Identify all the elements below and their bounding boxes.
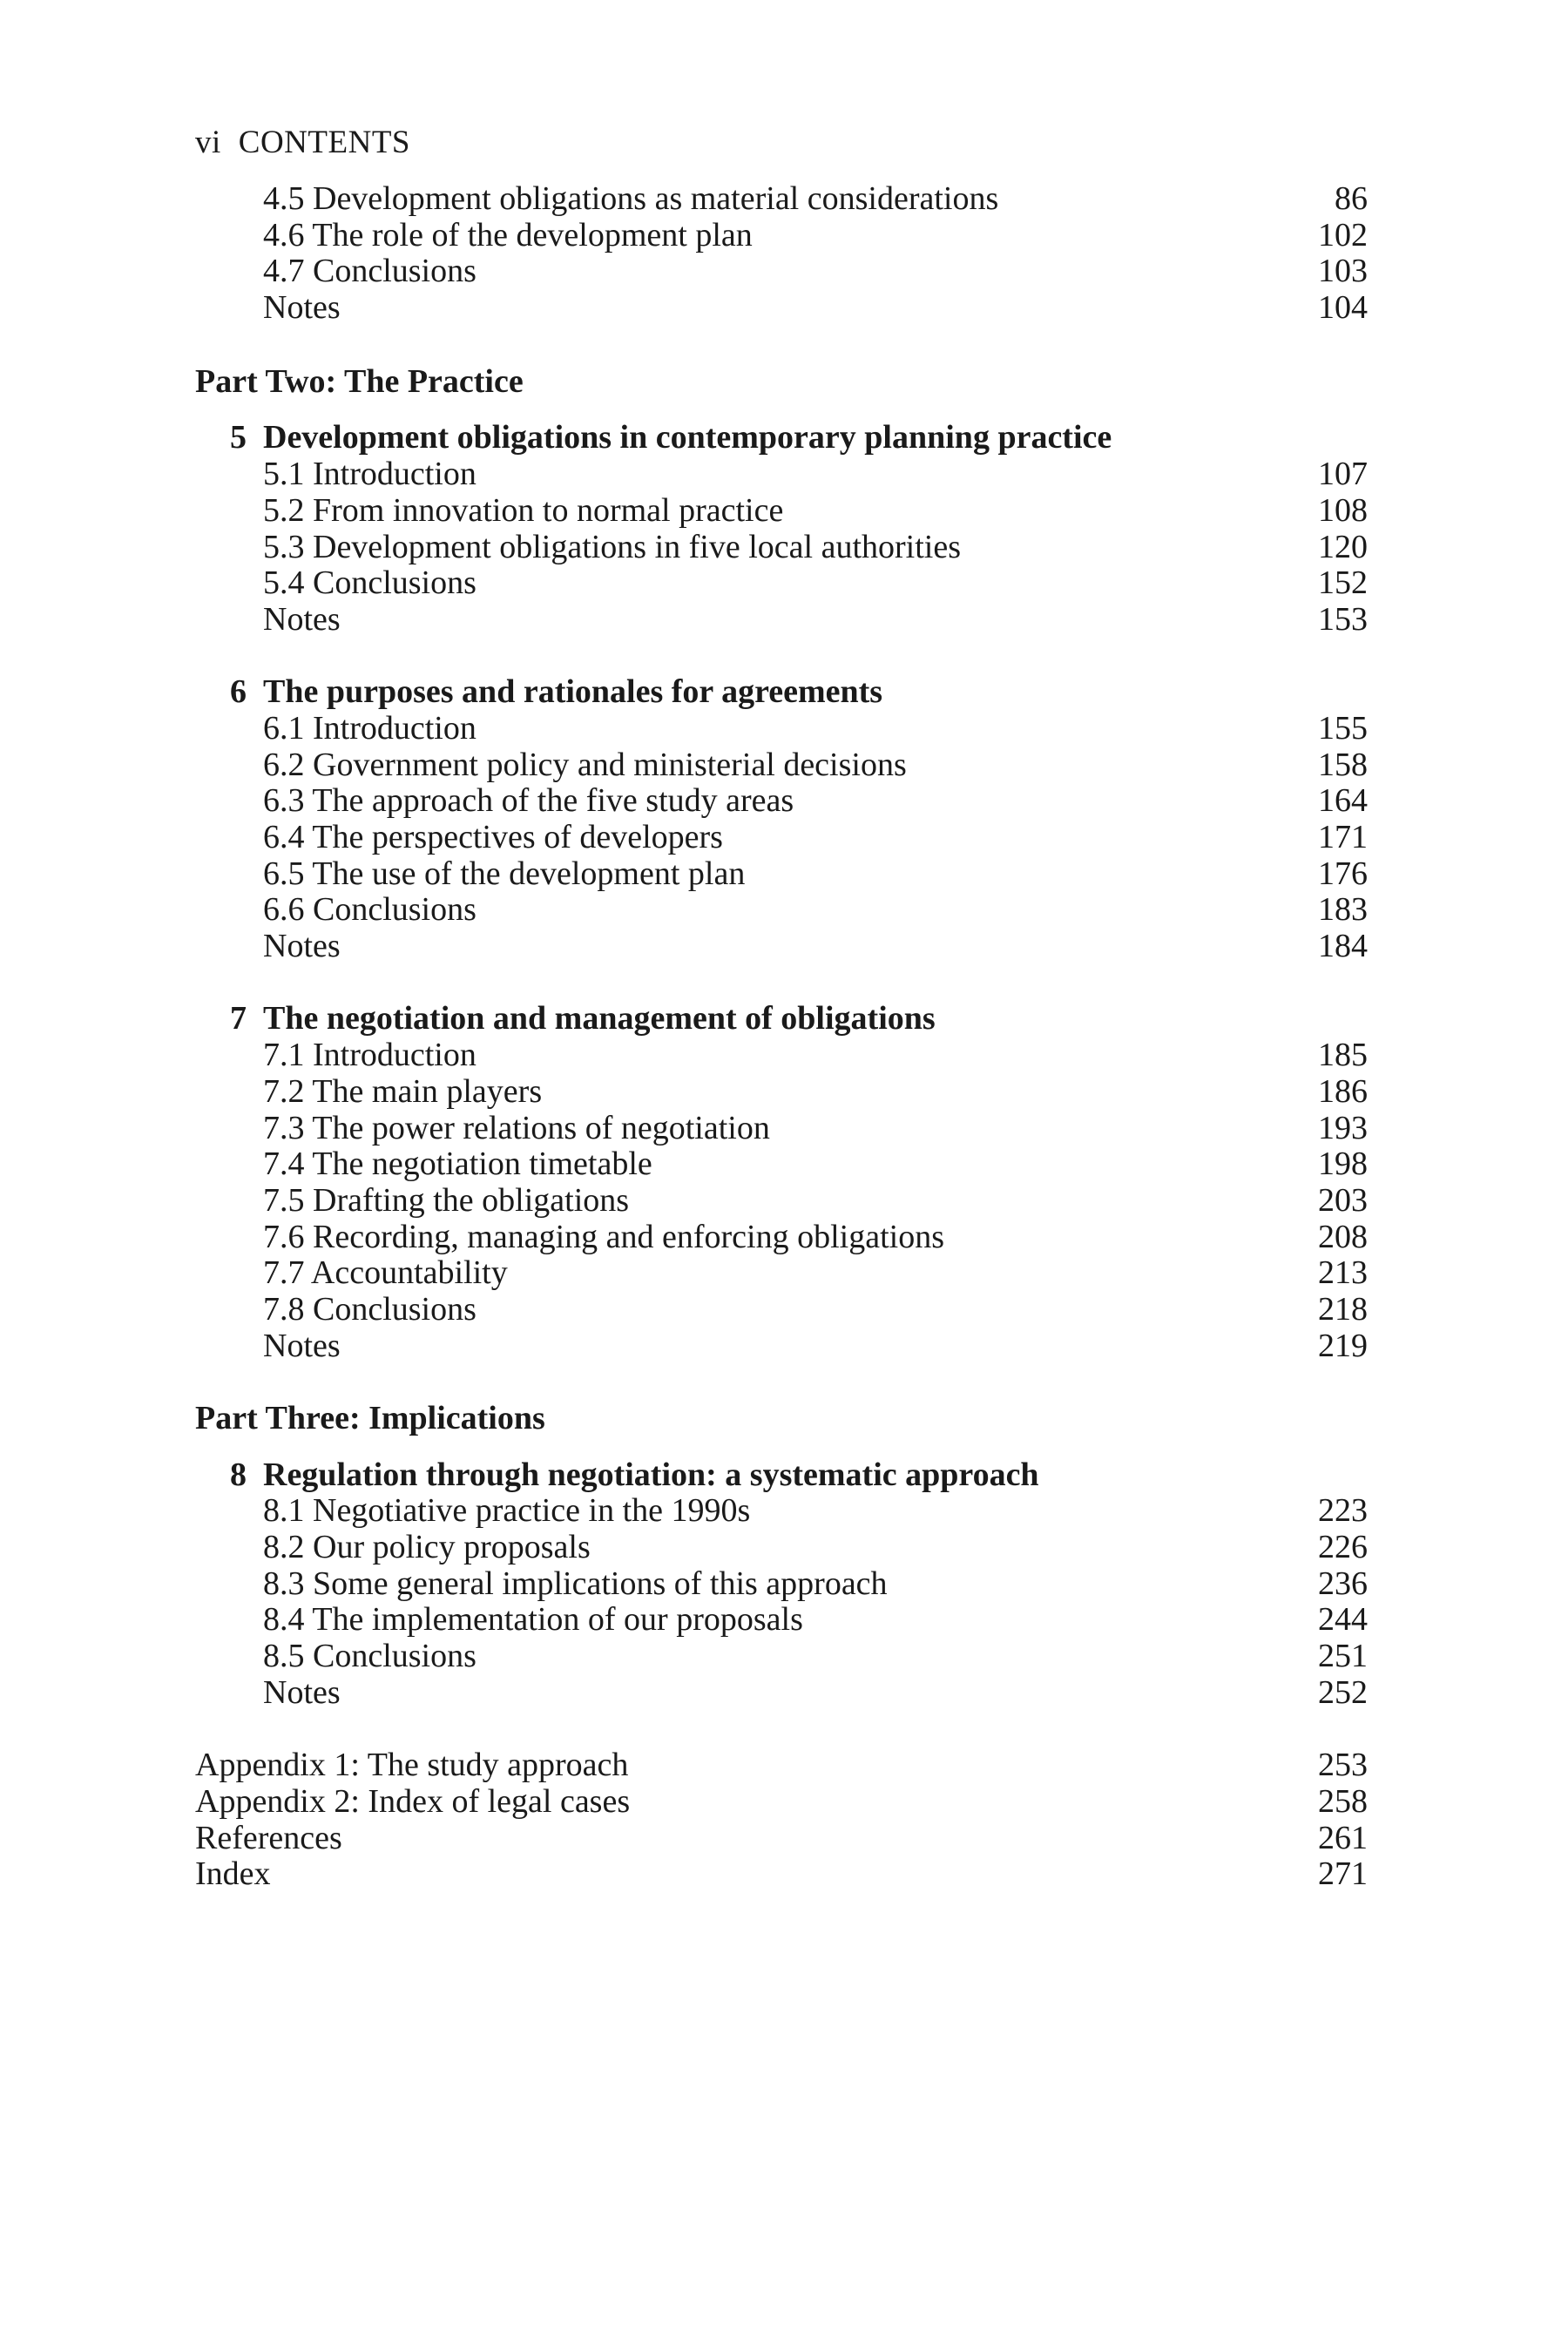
toc-entry [195,1566,1368,1603]
chapter-number: 5 [230,419,247,456]
toc-entry-label: 7.8 Conclusions [263,1290,476,1328]
toc-entry [195,290,1368,327]
part-title: Part Two: The Practice [195,362,524,400]
toc-entry-page: 107 [1318,456,1368,493]
toc-entry [195,181,1368,218]
toc-entry [195,253,1368,290]
toc-entry-label: 8.3 Some general implications of this approach [263,1565,888,1602]
toc-entry [195,1856,1368,1893]
toc-entry-label: 7.6 Recording, managing and enforcing obligations [263,1218,944,1255]
toc-entry [195,218,1368,254]
toc-entry [195,892,1368,929]
toc-entry [195,1074,1368,1111]
toc-entry-page: 219 [1318,1327,1368,1364]
chapter-number: 6 [230,673,247,711]
toc-entry-label: Notes [263,1673,341,1711]
toc-entry-label: 6.1 Introduction [263,709,476,747]
toc-entry-page: 218 [1318,1290,1368,1328]
chapter-number: 8 [230,1456,247,1493]
toc-entry [195,1255,1368,1292]
running-header [195,124,410,162]
toc-entry-label: Index [195,1855,271,1893]
toc-entry-label: Notes [263,1327,341,1364]
toc-entry [195,1639,1368,1675]
toc-entry-page: 244 [1318,1601,1368,1639]
chapter-title: The negotiation and management of obligations [263,1000,936,1037]
chapter-title: Regulation through negotiation: a systematic approach [263,1456,1039,1493]
toc-entry-label: 8.2 Our policy proposals [263,1529,591,1566]
toc-entry-page: 184 [1318,928,1368,965]
chapter-heading [195,420,1368,456]
toc-entry-page: 171 [1318,819,1368,855]
toc-entry [195,1220,1368,1256]
toc-entry [195,1493,1368,1530]
chapter-number: 7 [230,1000,247,1037]
toc-entry-label: Notes [263,600,341,638]
toc-entry [195,820,1368,856]
toc-entry-page: 152 [1318,564,1368,602]
header-title: CONTENTS [238,125,411,160]
toc-entry-page: 208 [1318,1218,1368,1255]
toc-entry-page: 108 [1318,491,1368,529]
toc-entry-page: 120 [1318,528,1368,565]
chapter-heading [195,674,1368,711]
toc-entry-label: Notes [263,289,341,327]
toc-entry-page: 261 [1318,1819,1368,1856]
toc-entry-page: 185 [1318,1037,1368,1074]
toc-entry [195,1675,1368,1712]
toc-entry [195,530,1368,566]
part-heading [195,1401,1368,1437]
toc-entry-page: 104 [1318,289,1368,327]
toc-entry-page: 158 [1318,746,1368,783]
toc-entry [195,1530,1368,1566]
toc-entry-label: 5.2 From innovation to normal practice [263,491,784,529]
toc-entry [195,1602,1368,1639]
toc-entry-page: 226 [1318,1529,1368,1566]
toc-entry-page: 164 [1318,782,1368,820]
toc-entry [195,1747,1368,1784]
toc-entry [195,711,1368,747]
toc-entry-label: 8.5 Conclusions [263,1638,476,1675]
toc-entry-label: 8.4 The implementation of our proposals [263,1601,803,1639]
part-title: Part Three: Implications [195,1400,545,1436]
toc-entry-label: 5.3 Development obligations in five local authorities [263,528,961,565]
toc-entry-page: 183 [1318,891,1368,929]
toc-entry-page: 186 [1318,1072,1368,1110]
toc-entry-label: 6.2 Government policy and ministerial decisions [263,746,907,783]
toc-entry-page: 253 [1318,1747,1368,1784]
toc-entry [195,493,1368,530]
toc-entry [195,1784,1368,1821]
toc-entry-label: 4.5 Development obligations as material considerations [263,180,999,217]
toc-entry [195,565,1368,602]
table-of-contents [195,181,1368,1893]
toc-entry [195,929,1368,965]
chapter-heading [195,1001,1368,1037]
toc-entry-page: 193 [1318,1109,1368,1146]
toc-entry-page: 198 [1318,1146,1368,1183]
toc-entry-page: 176 [1318,855,1368,892]
toc-entry-label: 4.6 The role of the development plan [263,216,753,253]
toc-entry-label: 4.7 Conclusions [263,253,476,290]
toc-entry-label: 8.1 Negotiative practice in the 1990s [263,1492,751,1530]
toc-entry-page: 252 [1318,1673,1368,1711]
toc-entry-label: 6.3 The approach of the five study areas [263,782,794,820]
toc-entry-label: References [195,1819,342,1856]
toc-entry-page: 223 [1318,1492,1368,1530]
toc-entry [195,1146,1368,1183]
toc-entry [195,856,1368,893]
toc-entry [195,1111,1368,1147]
toc-entry-page: 258 [1318,1782,1368,1820]
toc-entry-page: 86 [1335,180,1368,217]
toc-entry [195,1037,1368,1074]
toc-entry [195,1328,1368,1365]
toc-entry-label: 6.4 The perspectives of developers [263,819,723,855]
toc-entry-label: 7.1 Introduction [263,1037,476,1074]
toc-entry [195,783,1368,820]
chapter-title: The purposes and rationales for agreements [263,673,883,711]
page-folio: vi [195,125,221,160]
toc-entry [195,602,1368,639]
toc-entry-page: 102 [1318,216,1368,253]
toc-entry [195,456,1368,493]
toc-entry-label: Appendix 1: The study approach [195,1747,629,1784]
toc-entry-label: Appendix 2: Index of legal cases [195,1782,631,1820]
toc-entry-page: 236 [1318,1565,1368,1602]
toc-entry-label: 6.6 Conclusions [263,891,476,929]
toc-entry-page: 213 [1318,1254,1368,1292]
toc-entry-label: Notes [263,928,341,965]
toc-entry-label: 7.2 The main players [263,1072,543,1110]
toc-entry-label: 5.1 Introduction [263,456,476,493]
toc-entry-page: 271 [1318,1855,1368,1893]
toc-entry-page: 155 [1318,709,1368,747]
toc-entry-page: 203 [1318,1181,1368,1219]
toc-entry-page: 103 [1318,253,1368,290]
chapter-title: Development obligations in contemporary planning practice [263,419,1112,456]
chapter-heading [195,1457,1368,1494]
toc-entry [195,1292,1368,1328]
toc-entry-label: 7.3 The power relations of negotiation [263,1109,770,1146]
toc-entry [195,747,1368,784]
toc-entry-label: 6.5 The use of the development plan [263,855,746,892]
toc-entry-page: 251 [1318,1638,1368,1675]
toc-entry [195,1183,1368,1220]
toc-entry-page: 153 [1318,600,1368,638]
toc-entry-label: 7.4 The negotiation timetable [263,1146,652,1183]
part-heading [195,364,1368,401]
toc-entry [195,1821,1368,1857]
toc-entry-label: 7.7 Accountability [263,1254,508,1292]
toc-entry-label: 5.4 Conclusions [263,564,476,602]
toc-entry-label: 7.5 Drafting the obligations [263,1181,630,1219]
